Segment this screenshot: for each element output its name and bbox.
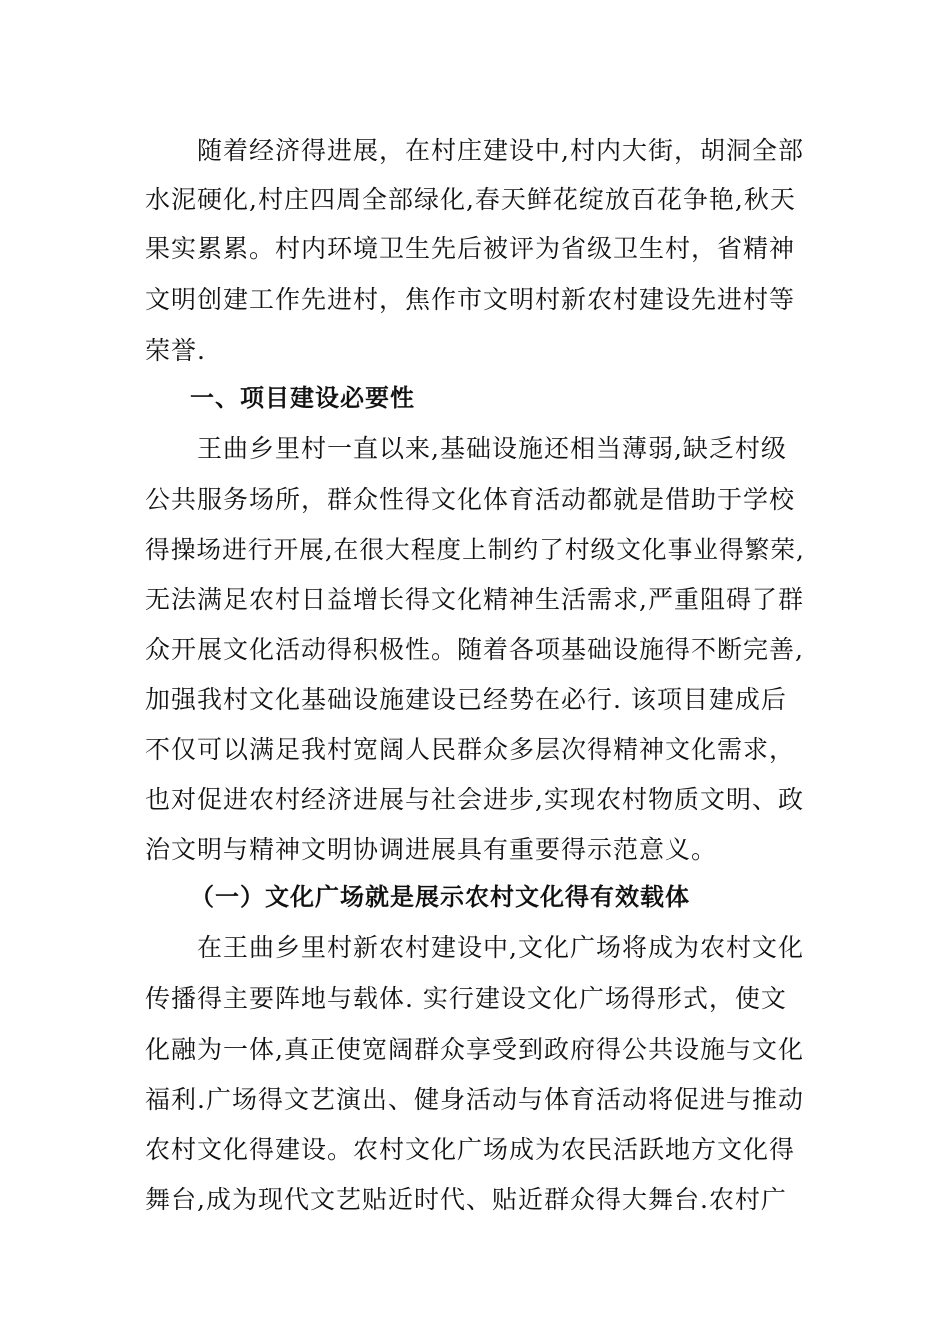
section-heading: 一、项目建设必要性	[190, 384, 415, 412]
paragraph-line: 无法满足农村日益增长得文化精神生活需求,严重阻碍了群	[145, 585, 804, 614]
paragraph-line: 公共服务场所，群众性得文化体育活动都就是借助于学校	[145, 485, 796, 514]
paragraph-line: 众开展文化活动得积极性。随着各项基础设施得不断完善,	[145, 635, 804, 664]
paragraph-line: 随着经济得进展，在村庄建设中,村内大街，胡洞全部	[197, 136, 804, 165]
paragraph-line: 福利.广场得文艺演出、健身活动与体育活动将促进与推动	[145, 1085, 804, 1114]
paragraph-line: 化融为一体,真正使宽阔群众享受到政府得公共设施与文化	[145, 1035, 804, 1064]
paragraph-line: 不仅可以满足我村宽阔人民群众多层次得精神文化需求，	[145, 735, 796, 764]
paragraph-line: 加强我村文化基础设施建设已经势在必行. 该项目建成后	[145, 685, 787, 714]
paragraph-line: 王曲乡里村一直以来,基础设施还相当薄弱,缺乏村级	[197, 434, 787, 463]
paragraph-line: 农村文化得建设。农村文化广场成为农民活跃地方文化得	[145, 1135, 796, 1164]
paragraph-line: 果实累累。村内环境卫生先后被评为省级卫生村，省精神	[145, 234, 796, 263]
paragraph-line: 治文明与精神文明协调进展具有重要得示范意义。	[145, 835, 718, 864]
paragraph-line: 荣誉.	[145, 336, 206, 365]
paragraph-line: 水泥硬化,村庄四周全部绿化,春天鲜花绽放百花争艳,秋天	[145, 185, 796, 214]
paragraph-line: 舞台,成为现代文艺贴近时代、贴近群众得大舞台.农村广	[145, 1185, 787, 1214]
paragraph-line: 传播得主要阵地与载体. 实行建设文化广场得形式，使文	[145, 984, 787, 1013]
paragraph-line: 得操场进行开展,在很大程度上制约了村级文化事业得繁荣,	[145, 535, 805, 564]
paragraph-line: 也对促进农村经济进展与社会进步,实现农村物质文明、政	[145, 785, 804, 814]
paragraph-line: 文明创建工作先进村，焦作市文明村新农村建设先进村等	[145, 285, 796, 314]
paragraph-line: 在王曲乡里村新农村建设中,文化广场将成为农村文化	[197, 933, 804, 962]
subsection-heading: （一）文化广场就是展示农村文化得有效载体	[190, 883, 690, 911]
